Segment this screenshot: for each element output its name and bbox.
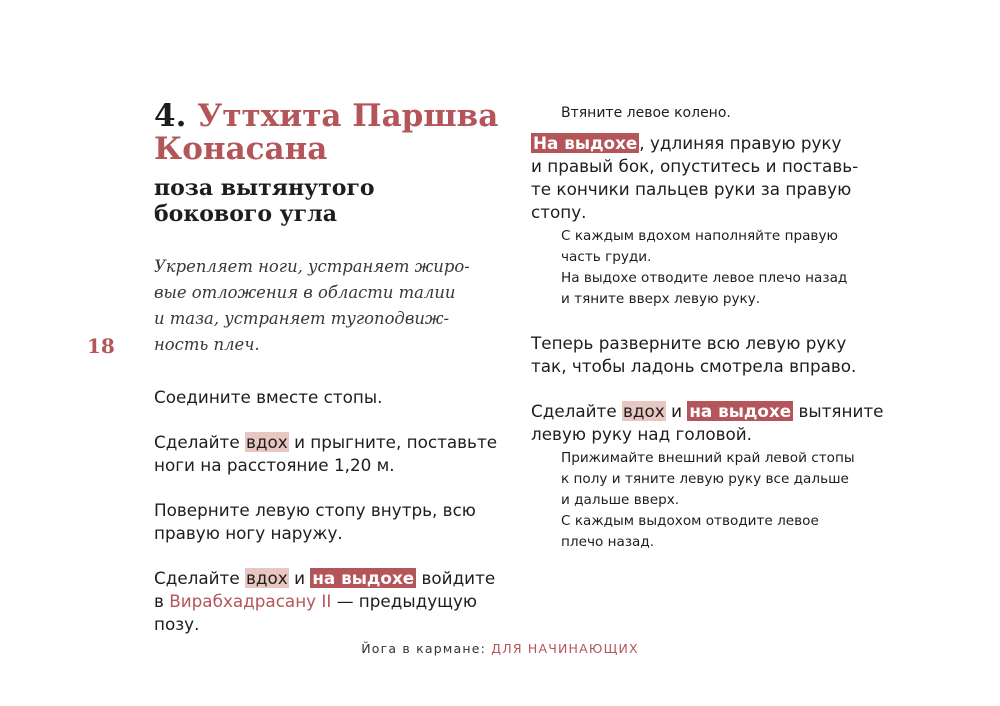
heading-number: 4. [154, 98, 187, 134]
inhale-highlight: вдох [246, 432, 288, 452]
step-text: — предыдущую [336, 591, 478, 611]
step-text: ноги на расстояние 1,20 м. [154, 455, 395, 475]
benefits-line: ность плеч. [154, 335, 260, 354]
step-text: так, чтобы ладонь смотрела вправо. [531, 356, 857, 376]
pose-subtitle [154, 175, 514, 227]
step-text: Поверните левую стопу внутрь, всю [154, 500, 476, 520]
pose-benefits [154, 254, 514, 358]
step-text: стопу. [531, 202, 587, 222]
exhale-highlight: на выдохе [312, 568, 415, 588]
inhale-highlight: вдох [246, 568, 288, 588]
step-text: правую ногу наружу. [154, 523, 343, 543]
note-line: к полу и тяните левую руку все дальше [561, 471, 849, 487]
subtitle-line1: поза вытянутого [154, 175, 375, 201]
note-line: и тяните вверх левую руку. [561, 291, 761, 307]
exhale-highlight: На выдохе [533, 133, 638, 153]
step-text: в [154, 591, 164, 611]
step-4 [154, 567, 514, 636]
note-line: и дальше вверх. [561, 492, 680, 508]
subtitle-line2: бокового угла [154, 201, 338, 227]
left-column [154, 100, 514, 636]
footer-series: ДЛЯ НАЧИНАЮЩИХ [491, 641, 639, 656]
note-line: часть груди. [561, 249, 652, 265]
step-text: левую руку над головой. [531, 424, 752, 444]
step-text: Теперь разверните всю левую руку [531, 333, 847, 353]
page-footer [0, 641, 1000, 656]
step-6 [531, 332, 891, 378]
step-text: вытяните [798, 401, 884, 421]
step-text: Сделайте [154, 432, 240, 452]
step-3 [154, 499, 514, 545]
step-text: Сделайте [154, 568, 240, 588]
page-number: 18 [87, 334, 115, 358]
step-text: и [671, 401, 682, 421]
note-line: плечо назад. [561, 534, 655, 550]
step-text: и прыгните, поставьте [294, 432, 498, 452]
step-text: и [294, 568, 305, 588]
step-text: те кончики пальцев руки за правую [531, 179, 852, 199]
benefits-line: и таза, устраняет тугоподвиж- [154, 309, 450, 328]
note-line: Прижимайте внешний край левой стопы [561, 450, 855, 466]
step-text: войдите [421, 568, 496, 588]
heading-pose-name-line1: Уттхита Паршва [197, 98, 499, 134]
note-line: С каждым выдохом отводите левое [561, 513, 819, 529]
exhale-highlight: на выдохе [689, 401, 792, 421]
benefits-line: Укрепляет ноги, устраняет жиро- [154, 257, 470, 276]
step-5 [531, 132, 891, 224]
step-7 [531, 400, 891, 446]
step-7-notes [561, 448, 891, 553]
step-text: , удлиняя правую руку [639, 133, 842, 153]
step-5-notes [561, 226, 891, 310]
heading-pose-name-line2: Конасана [154, 131, 328, 167]
step-2 [154, 431, 514, 477]
inhale-highlight: вдох [623, 401, 665, 421]
note-line: На выдохе отводите левое плечо назад [561, 270, 848, 286]
virabhadrasana-link[interactable]: Вирабхадрасану II [169, 591, 332, 611]
step-text: Сделайте [531, 401, 617, 421]
step-1: Соедините вместе стопы. [154, 387, 383, 407]
step-text: и правый бок, опуститесь и поставь- [531, 156, 859, 176]
pose-heading [154, 100, 514, 166]
step-text: позу. [154, 614, 200, 634]
note-line: С каждым вдохом наполняйте правую [561, 228, 838, 244]
step-intro: Втяните левое колено. [561, 105, 731, 121]
benefits-line: вые отложения в области талии [154, 283, 456, 302]
right-column [531, 100, 891, 553]
footer-book-title: Йога в кармане: [361, 641, 487, 656]
